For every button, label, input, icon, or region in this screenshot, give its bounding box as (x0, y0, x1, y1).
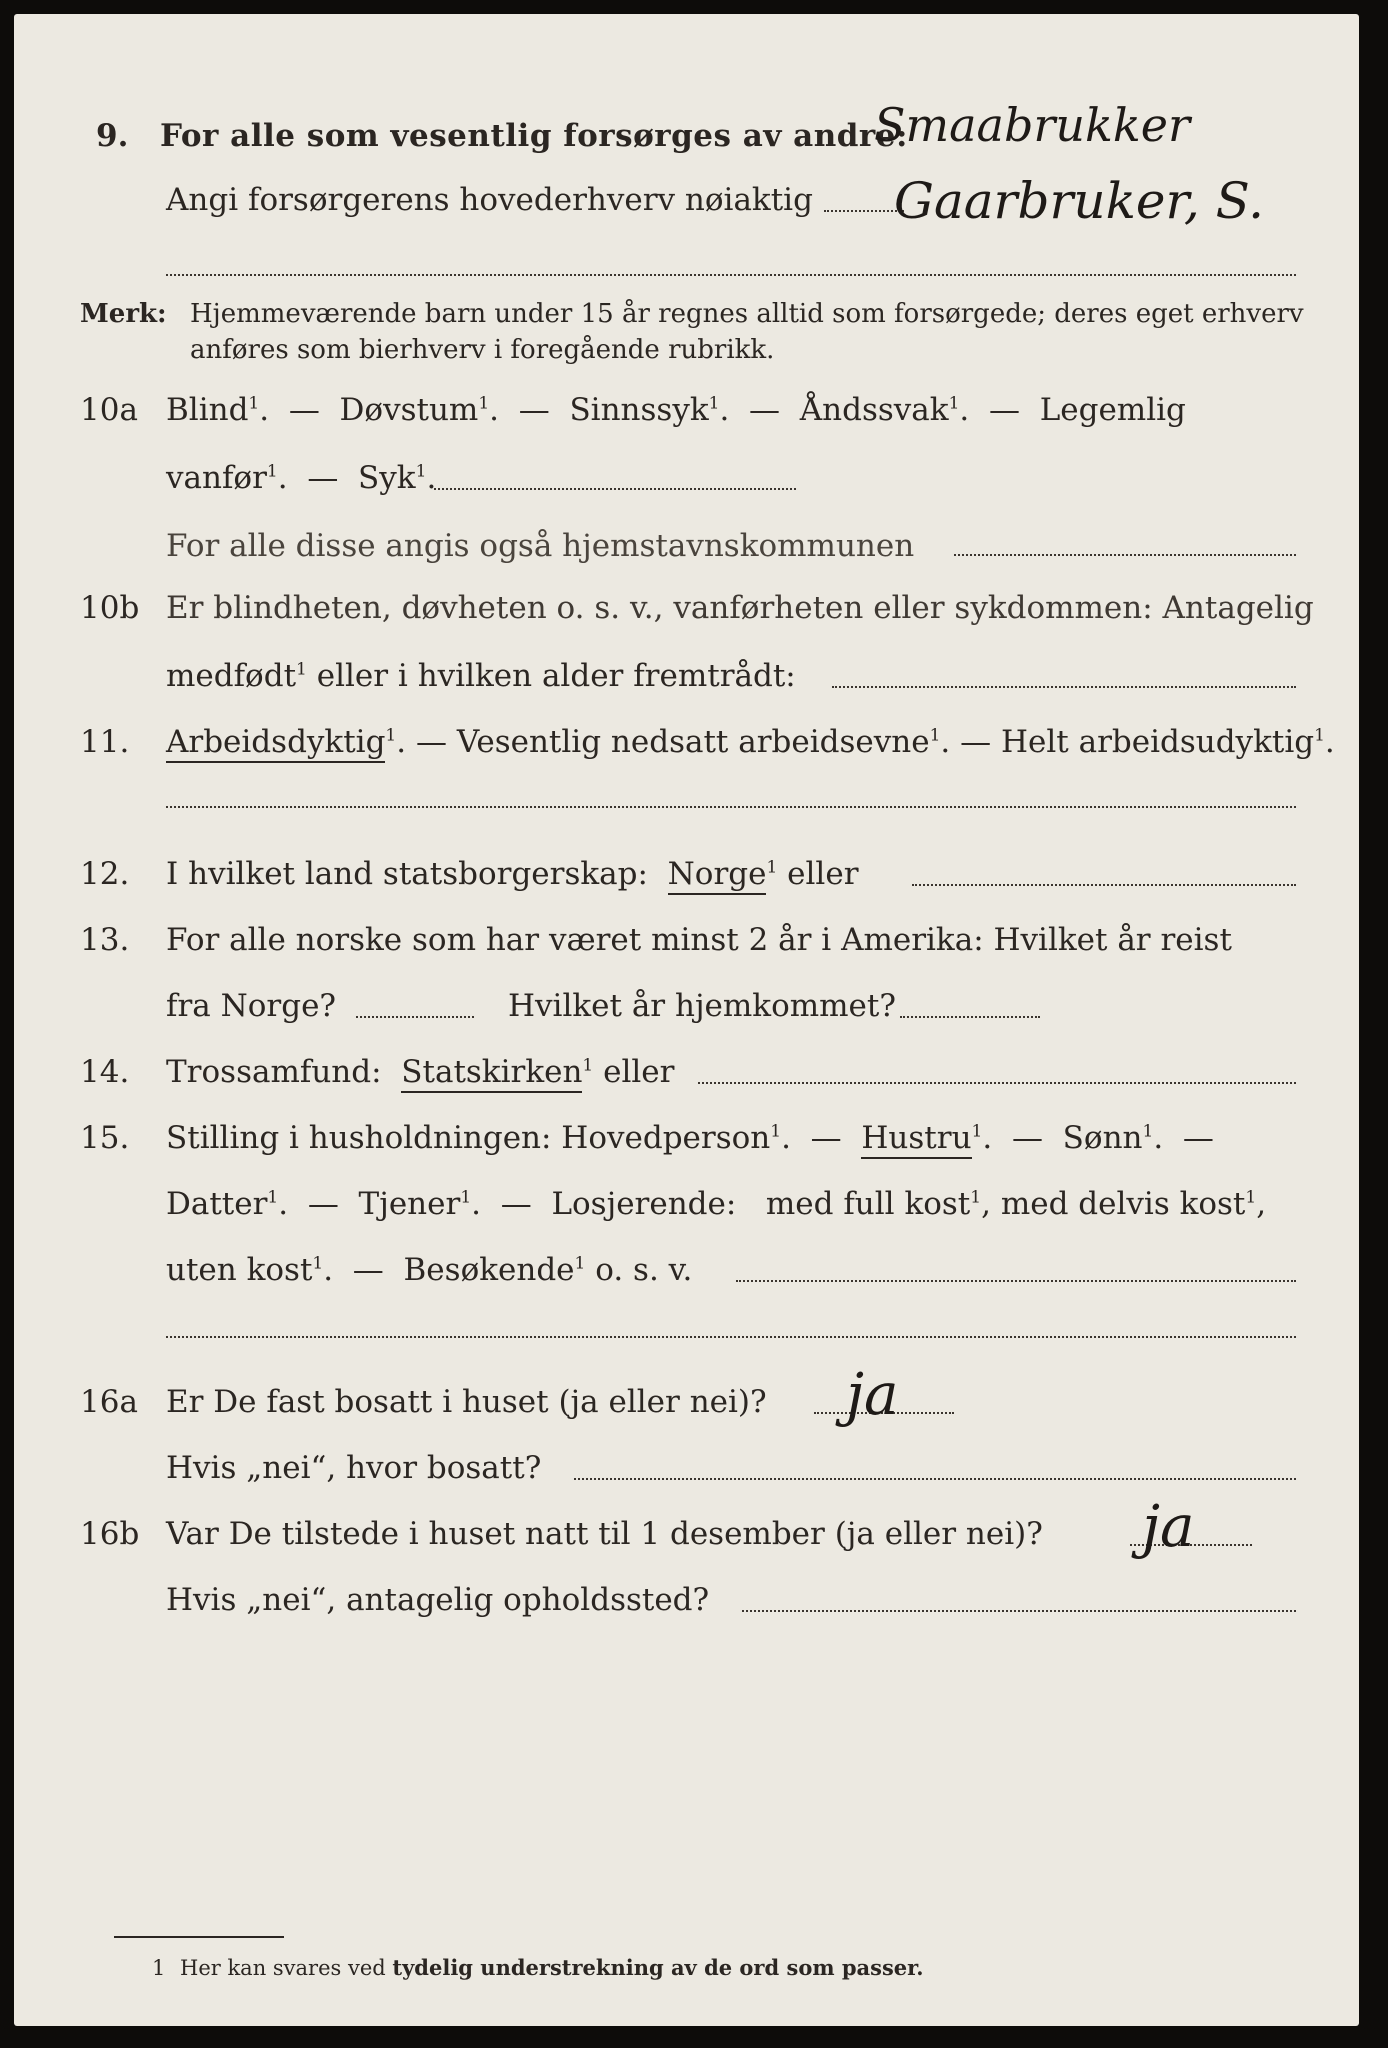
q16b-number: 16b (80, 1516, 140, 1552)
q10a-dotted-line-3 (954, 554, 1296, 556)
q10a-vanfor: vanfør (166, 460, 267, 496)
q11-number: 11. (80, 724, 130, 760)
q15-line2: Datter$^1$. — Tjener$^1$. — Losjerende: med full kost$^1$, med delvis kost$^1$, (166, 1186, 1267, 1222)
q11-nedsatt: Vesentlig nedsatt arbeidsevne (456, 724, 930, 760)
q16b-handwriting: ja (1142, 1492, 1195, 1560)
q15-losjerende: Losjerende: (551, 1186, 737, 1222)
q10b-line2-rest: eller i hvilken alder fremtrådt: (316, 658, 796, 694)
q12-norge: Norge (668, 856, 767, 895)
q9-dotted-line-2 (166, 274, 1296, 276)
q12-line: I hvilket land statsborgerskap: Norge$^1$ eller (166, 856, 859, 892)
merk-line1: Hjemmeværende barn under 15 år regnes alltid som forsørgede; deres eget erhverv (190, 299, 1304, 329)
q15-fullkost: med full kost (765, 1186, 971, 1222)
merk-label: Merk: (80, 299, 167, 329)
q13-line1: For alle norske som har været minst 2 år i Amerika: Hvilket år reist (166, 922, 1232, 958)
q15-tjener: Tjener (358, 1186, 461, 1222)
q14-number: 14. (80, 1054, 130, 1090)
q11-dotted-line (166, 806, 1296, 808)
q10a-line2: vanfør$^1$. — Syk$^1$. (166, 460, 437, 496)
footnote-rule (114, 1936, 284, 1938)
q12-text: I hvilket land statsborgerskap: (166, 856, 648, 892)
q15-line3: uten kost$^1$. — Besøkende$^1$ o. s. v. (166, 1252, 693, 1288)
q13-line2b: Hvilket år hjemkommet? (508, 988, 896, 1024)
q10a-number: 10a (80, 392, 138, 428)
q10a-syk-dotted-line (434, 488, 796, 490)
q13-line2a: fra Norge? (166, 988, 337, 1024)
q15-datter: Datter (166, 1186, 268, 1222)
q9-handwriting-1: Smaabrukker (874, 98, 1191, 152)
q15-besokende: Besøkende (403, 1252, 575, 1288)
q12-eller: eller (787, 856, 859, 892)
q10a-andssvak: Åndssvak (799, 392, 949, 428)
q15-hustru: Hustru (861, 1120, 971, 1159)
q10a-line1: Blind$^1$. — Døvstum$^1$. — Sinnssyk$^1$. — Åndssvak$^1$. — Legemlig (166, 392, 1186, 428)
merk-line2: anføres som bierhverv i foregående rubrikk. (190, 335, 775, 365)
q13-dotted-line-a (356, 1016, 474, 1018)
q15-line1: Stilling i husholdningen: Hovedperson$^1$. — Hustru$^1$. — Sønn$^1$. — (166, 1120, 1214, 1156)
q14-eller: eller (603, 1054, 675, 1090)
q10b-dotted-line (832, 686, 1296, 688)
footnote-text1: Her kan svares ved (180, 1956, 386, 1980)
q11-line: Arbeidsdyktig$^1$. — Vesentlig nedsatt arbeidsevne$^1$. — Helt arbeidsudyktig$^1$. (166, 724, 1335, 760)
q9-number: 9. (96, 118, 129, 154)
q16a-line1: Er De fast bosatt i huset (ja eller nei)? (166, 1384, 767, 1420)
q15-utenkost: uten kost (166, 1252, 313, 1288)
q10a-legemlig: Legemlig (1039, 392, 1186, 428)
q14-line: Trossamfund: Statskirken$^1$ eller (166, 1054, 674, 1090)
q10b-medfodt: medfødt (166, 658, 297, 694)
q9-dotted-line (824, 210, 904, 212)
q10a-line3: For alle disse angis også hjemstavnskommunen (166, 528, 915, 564)
q12-dotted-line (912, 884, 1296, 886)
q10a-dovstum: Døvstum (339, 392, 479, 428)
q14-text: Trossamfund: (166, 1054, 382, 1090)
q16a-line2: Hvis „nei“, hvor bosatt? (166, 1450, 542, 1486)
q16b-dotted-line-2 (742, 1610, 1296, 1612)
q10b-line2: medfødt$^1$ eller i hvilken alder fremtrådt: (166, 658, 796, 694)
q15-dotted-line-2 (166, 1336, 1296, 1338)
q10b-line1: Er blindheten, døvheten o. s. v., vanførheten eller sykdommen: Antagelig (166, 590, 1314, 626)
q15-delviskost: med delvis kost (1000, 1186, 1246, 1222)
footnote-mark: 1 (152, 1956, 166, 1980)
q15-hovedperson: Stilling i husholdningen: Hovedperson (166, 1120, 771, 1156)
q12-number: 12. (80, 856, 130, 892)
q16a-handwriting: ja (846, 1360, 899, 1428)
q10b-number: 10b (80, 590, 140, 626)
q16a-number: 16a (80, 1384, 138, 1420)
census-form-page (14, 14, 1359, 2026)
q10a-syk: Syk (358, 460, 416, 496)
q14-statskirken: Statskirken (401, 1054, 582, 1093)
q16b-line1: Var De tilstede i huset natt til 1 desember (ja eller nei)? (166, 1516, 1043, 1552)
q13-dotted-line-b (900, 1016, 1040, 1018)
q16a-dotted-line-2 (574, 1478, 1296, 1480)
q15-sonn: Sønn (1062, 1120, 1143, 1156)
q16b-line2: Hvis „nei“, antagelig opholdssted? (166, 1582, 710, 1618)
q10a-blind: Blind (166, 392, 249, 428)
q13-number: 13. (80, 922, 130, 958)
q14-dotted-line (698, 1082, 1296, 1084)
q9-line2: Angi forsørgerens hovederhverv nøiaktig (166, 182, 813, 218)
q15-osv: o. s. v. (595, 1252, 693, 1288)
footnote (180, 1950, 924, 1986)
q9-line1: For alle som vesentlig forsørges av andre: (160, 118, 908, 154)
q15-number: 15. (80, 1120, 130, 1156)
q10a-sinnssyk: Sinnssyk (569, 392, 709, 428)
q9-handwriting-2: Gaarbruker, S. (894, 172, 1265, 230)
q11-udyktig: Helt arbeidsudyktig (1000, 724, 1315, 760)
q11-arbeidsdyktig: Arbeidsdyktig (166, 724, 385, 763)
footnote-text2: tydelig understrekning av de ord som passer. (392, 1955, 924, 1980)
q15-dotted-line (736, 1280, 1296, 1282)
